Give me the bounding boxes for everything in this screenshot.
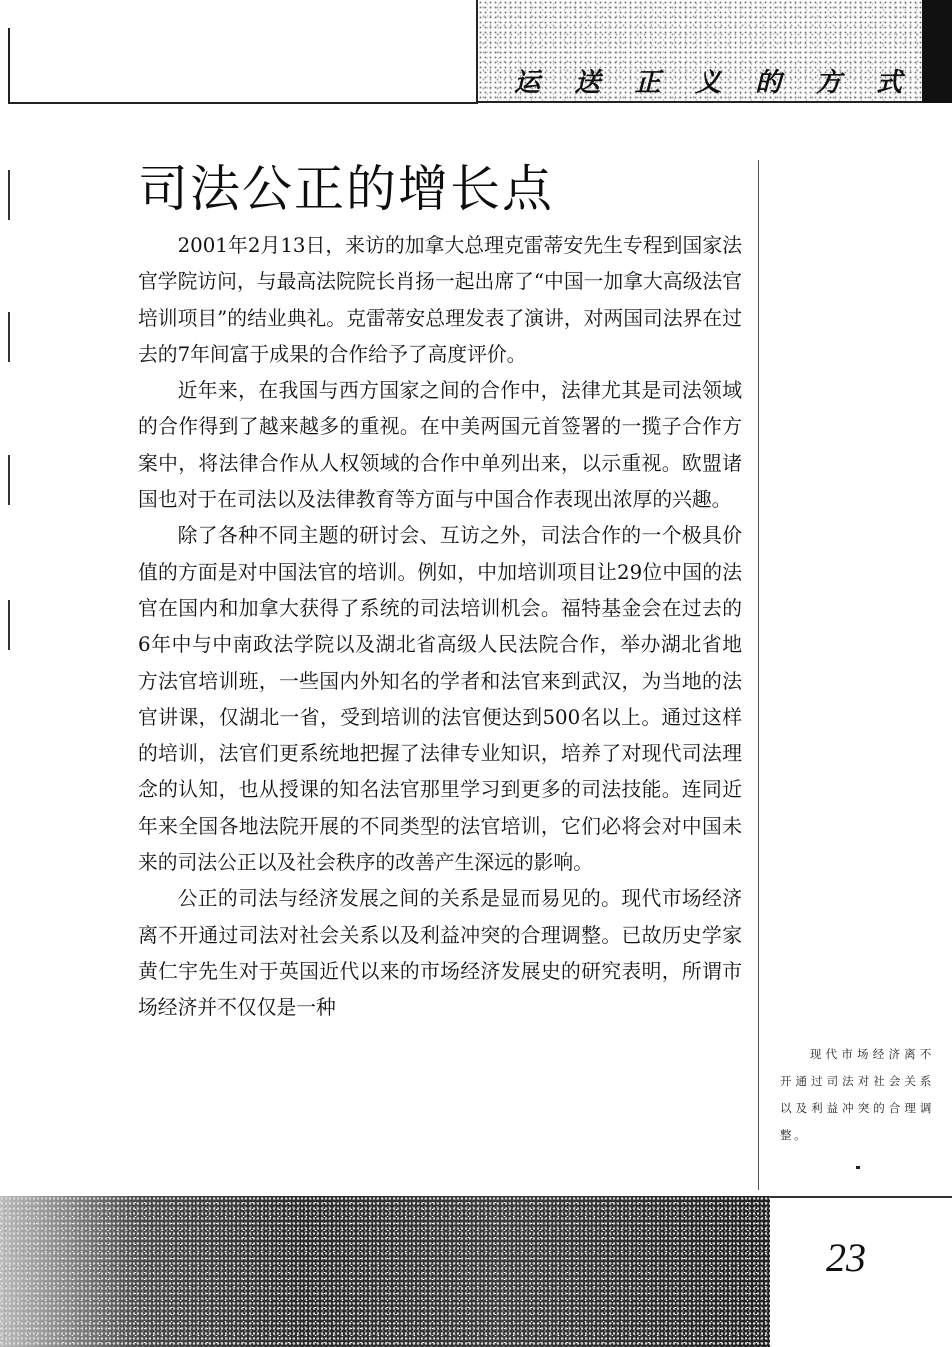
header-edge-bar bbox=[922, 0, 952, 103]
margin-note bbox=[780, 1041, 934, 1149]
header-left-bar bbox=[8, 28, 10, 102]
running-header-char: 式 bbox=[875, 68, 902, 98]
margin-mark bbox=[8, 600, 10, 650]
article-paragraph: 近年来，在我国与西方国家之间的合作中，法律尤其是司法领域的合作得到了越来越多的重视。在中美两国元首签署的一揽子合作方案中，将法律合作从人权领域的合作中单列出来，以示重视。欧盟诸国也对于在司法以及法律教育等方面与中国合作表现出浓厚的兴趣。 bbox=[138, 379, 742, 512]
header-rule bbox=[8, 102, 478, 104]
running-header-char: 方 bbox=[815, 68, 842, 98]
article-body bbox=[138, 228, 742, 1027]
running-header-title bbox=[498, 62, 918, 99]
running-header-char: 的 bbox=[755, 68, 782, 98]
article-title: 司法公正的增长点 bbox=[138, 160, 554, 218]
footer-band bbox=[0, 1196, 770, 1347]
article-paragraph: 除了各种不同主题的研讨会、互访之外，司法合作的一个极具价值的方面是对中国法官的培训。例如，中加培训项目让29位中国的法官在国内和加拿大获得了系统的司法培训机会。福特基金会在过去的6年中与中南政法学院以及湖北省高级人民法院合作，举办湖北省地方法官培训班，一些国内外知名的学者和法官来到武汉，为当地的法官讲课，仅湖北一省，受到培训的法官便达到500名以上。通过这样的培训，法官们更系统地把握了法律专业知识，培养了对现代司法理念的认知，也从授课的知名法官那里学习到更多的司法技能。连同近年来全国各地法院开展的不同类型的法官培训，它们必将会对中国未来的司法公正以及社会秩序的改善产生深远的影响。 bbox=[138, 524, 742, 875]
running-header-char: 义 bbox=[694, 68, 721, 98]
margin-mark bbox=[8, 455, 10, 505]
margin-mark bbox=[8, 170, 10, 220]
running-header-char: 送 bbox=[574, 68, 601, 98]
article-paragraph: 2001年2月13日，来访的加拿大总理克雷蒂安先生专程到国家法官学院访问，与最高法院院长肖扬一起出席了“中国一加拿大高级法官培训项目”的结业典礼。克雷蒂安总理发表了演讲，对两国司法界在过去的7年间富于成果的合作给予了高度评价。 bbox=[138, 234, 742, 366]
margin-mark bbox=[8, 312, 10, 362]
page-number: 23 bbox=[826, 1235, 866, 1280]
margin-note-text: 现代市场经济离不开通过司法对社会关系以及利益冲突的合理调整。 bbox=[780, 1047, 934, 1142]
column-divider bbox=[758, 160, 759, 1190]
running-header-char: 运 bbox=[513, 68, 540, 98]
article-paragraph: 公正的司法与经济发展之间的关系是显而易见的。现代市场经济离不开通过司法对社会关系以及利益冲突的合理调整。已故历史学家黄仁宇先生对于英国近代以来的市场经济发展史的研究表明，所谓市场经济并不仅仅是一种 bbox=[138, 887, 742, 1020]
running-header-char: 正 bbox=[634, 68, 661, 98]
footer-rule bbox=[770, 1196, 952, 1198]
margin-dot bbox=[856, 1166, 860, 1169]
